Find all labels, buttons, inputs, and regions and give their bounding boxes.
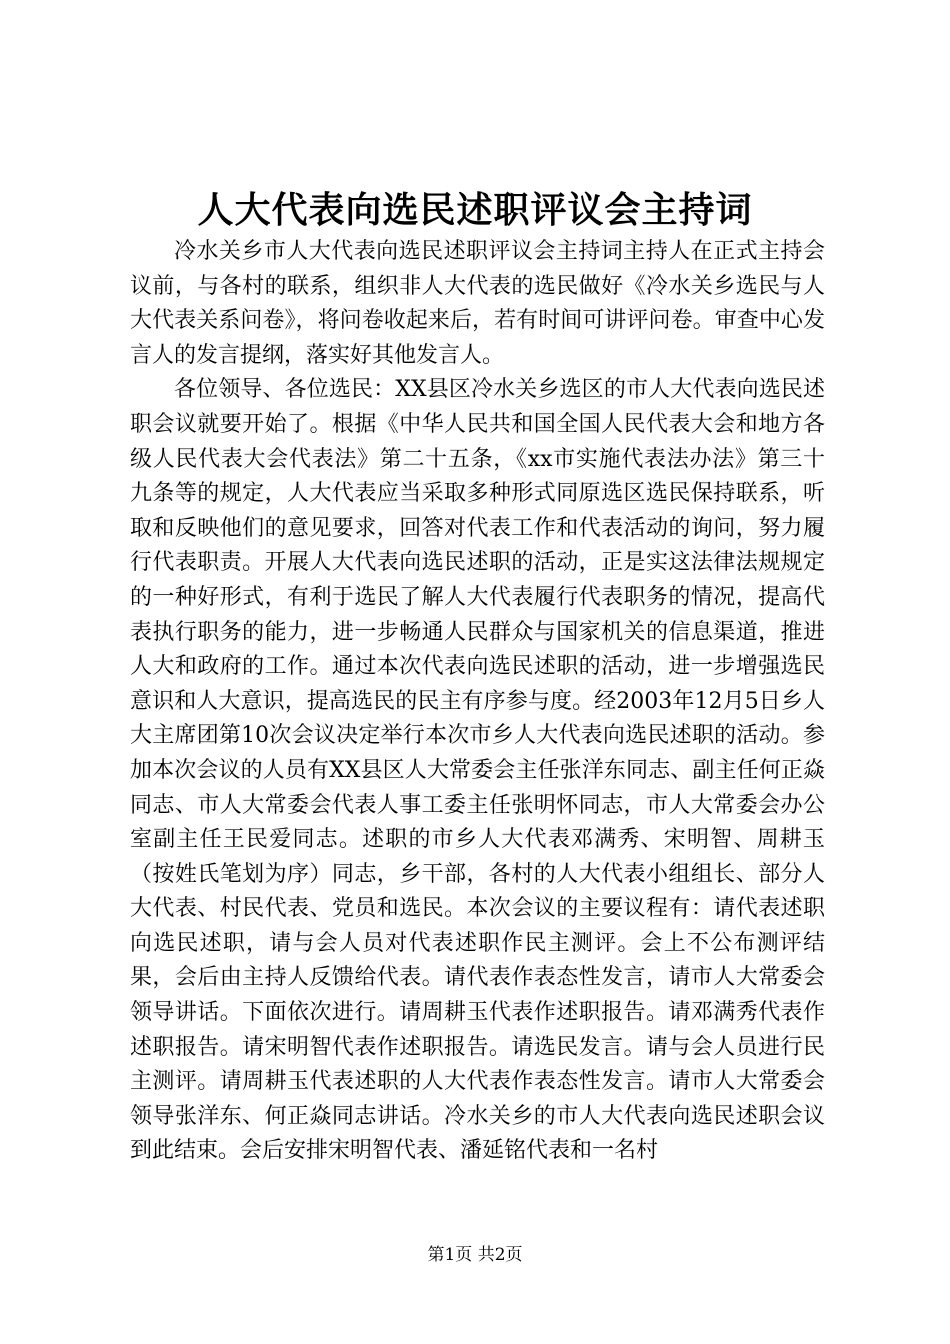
document-title: 人大代表向选民述职评议会主持词: [197, 189, 753, 231]
document-body: [130, 235, 825, 1169]
page-number: 第1页 共2页: [427, 1245, 523, 1265]
paragraph-intro: 冷水关乡市人大代表向选民述职评议会主持词主持人在正式主持会议前，与各村的联系，组织非人大代表的选民做好《冷水关乡选民与人大代表关系问卷》，将问卷收起来后，若有时间可讲评问卷。审查中心发言人的发言提纲，落实好其他发言人。: [130, 239, 825, 368]
paragraph-main: 各位领导、各位选民：XX县区冷水关乡选区的市人大代表向选民述职会议就要开始了。根据《中华人民共和国全国人民代表大会和地方各级人民代表大会代表法》第二十五条，《xx市实施代表法办法》第三十九条等的规定，人大代表应当采取多种形式同原选区选民保持联系，听取和反映他们的意见要求，回答对代表工作和代表活动的询问，努力履行代表职责。开展人大代表向选民述职的活动，正是实这法律法规规定的一种好形式，有利于选民了解人大代表履行代表职务的情况，提高代表执行职务的能力，进一步畅通人民群众与国家机关的信息渠道，推进人大和政府的工作。通过本次代表向选民述职的活动，进一步增强选民意识和人大意识，提高选民的民主有序参与度。经2003年12月5日乡人大主席团第10次会议决定举行本次市乡人大代表向选民述职的活动。参加本次会议的人员有XX县区人大常委会主任张洋东同志、副主任何正焱同志、市人大常委会代表人事工委主任张明怀同志，市人大常委会办公室副主任王民爱同志。述职的市乡人大代表邓满秀、宋明智、周耕玉（按姓氏笔划为序）同志，乡干部，各村的人大代表小组组长、部分人大代表、村民代表、党员和选民。本次会议的主要议程有：请代表述职向选民述职，请与会人员对代表述职作民主测评。会上不公布测评结果，会后由主持人反馈给代表。请代表作表态性发言，请市人大常委会领导讲话。下面依次进行。请周耕玉代表作述职报告。请邓满秀代表作述职报告。请宋明智代表作述职报告。请选民发言。请与会人员进行民主测评。请周耕玉代表述职的人大代表作表态性发言。请市人大常委会领导张洋东、何正焱同志讲话。冷水关乡的市人大代表向选民述职会议到此结束。会后安排宋明智代表、潘延铭代表和一名村: [130, 377, 825, 1164]
